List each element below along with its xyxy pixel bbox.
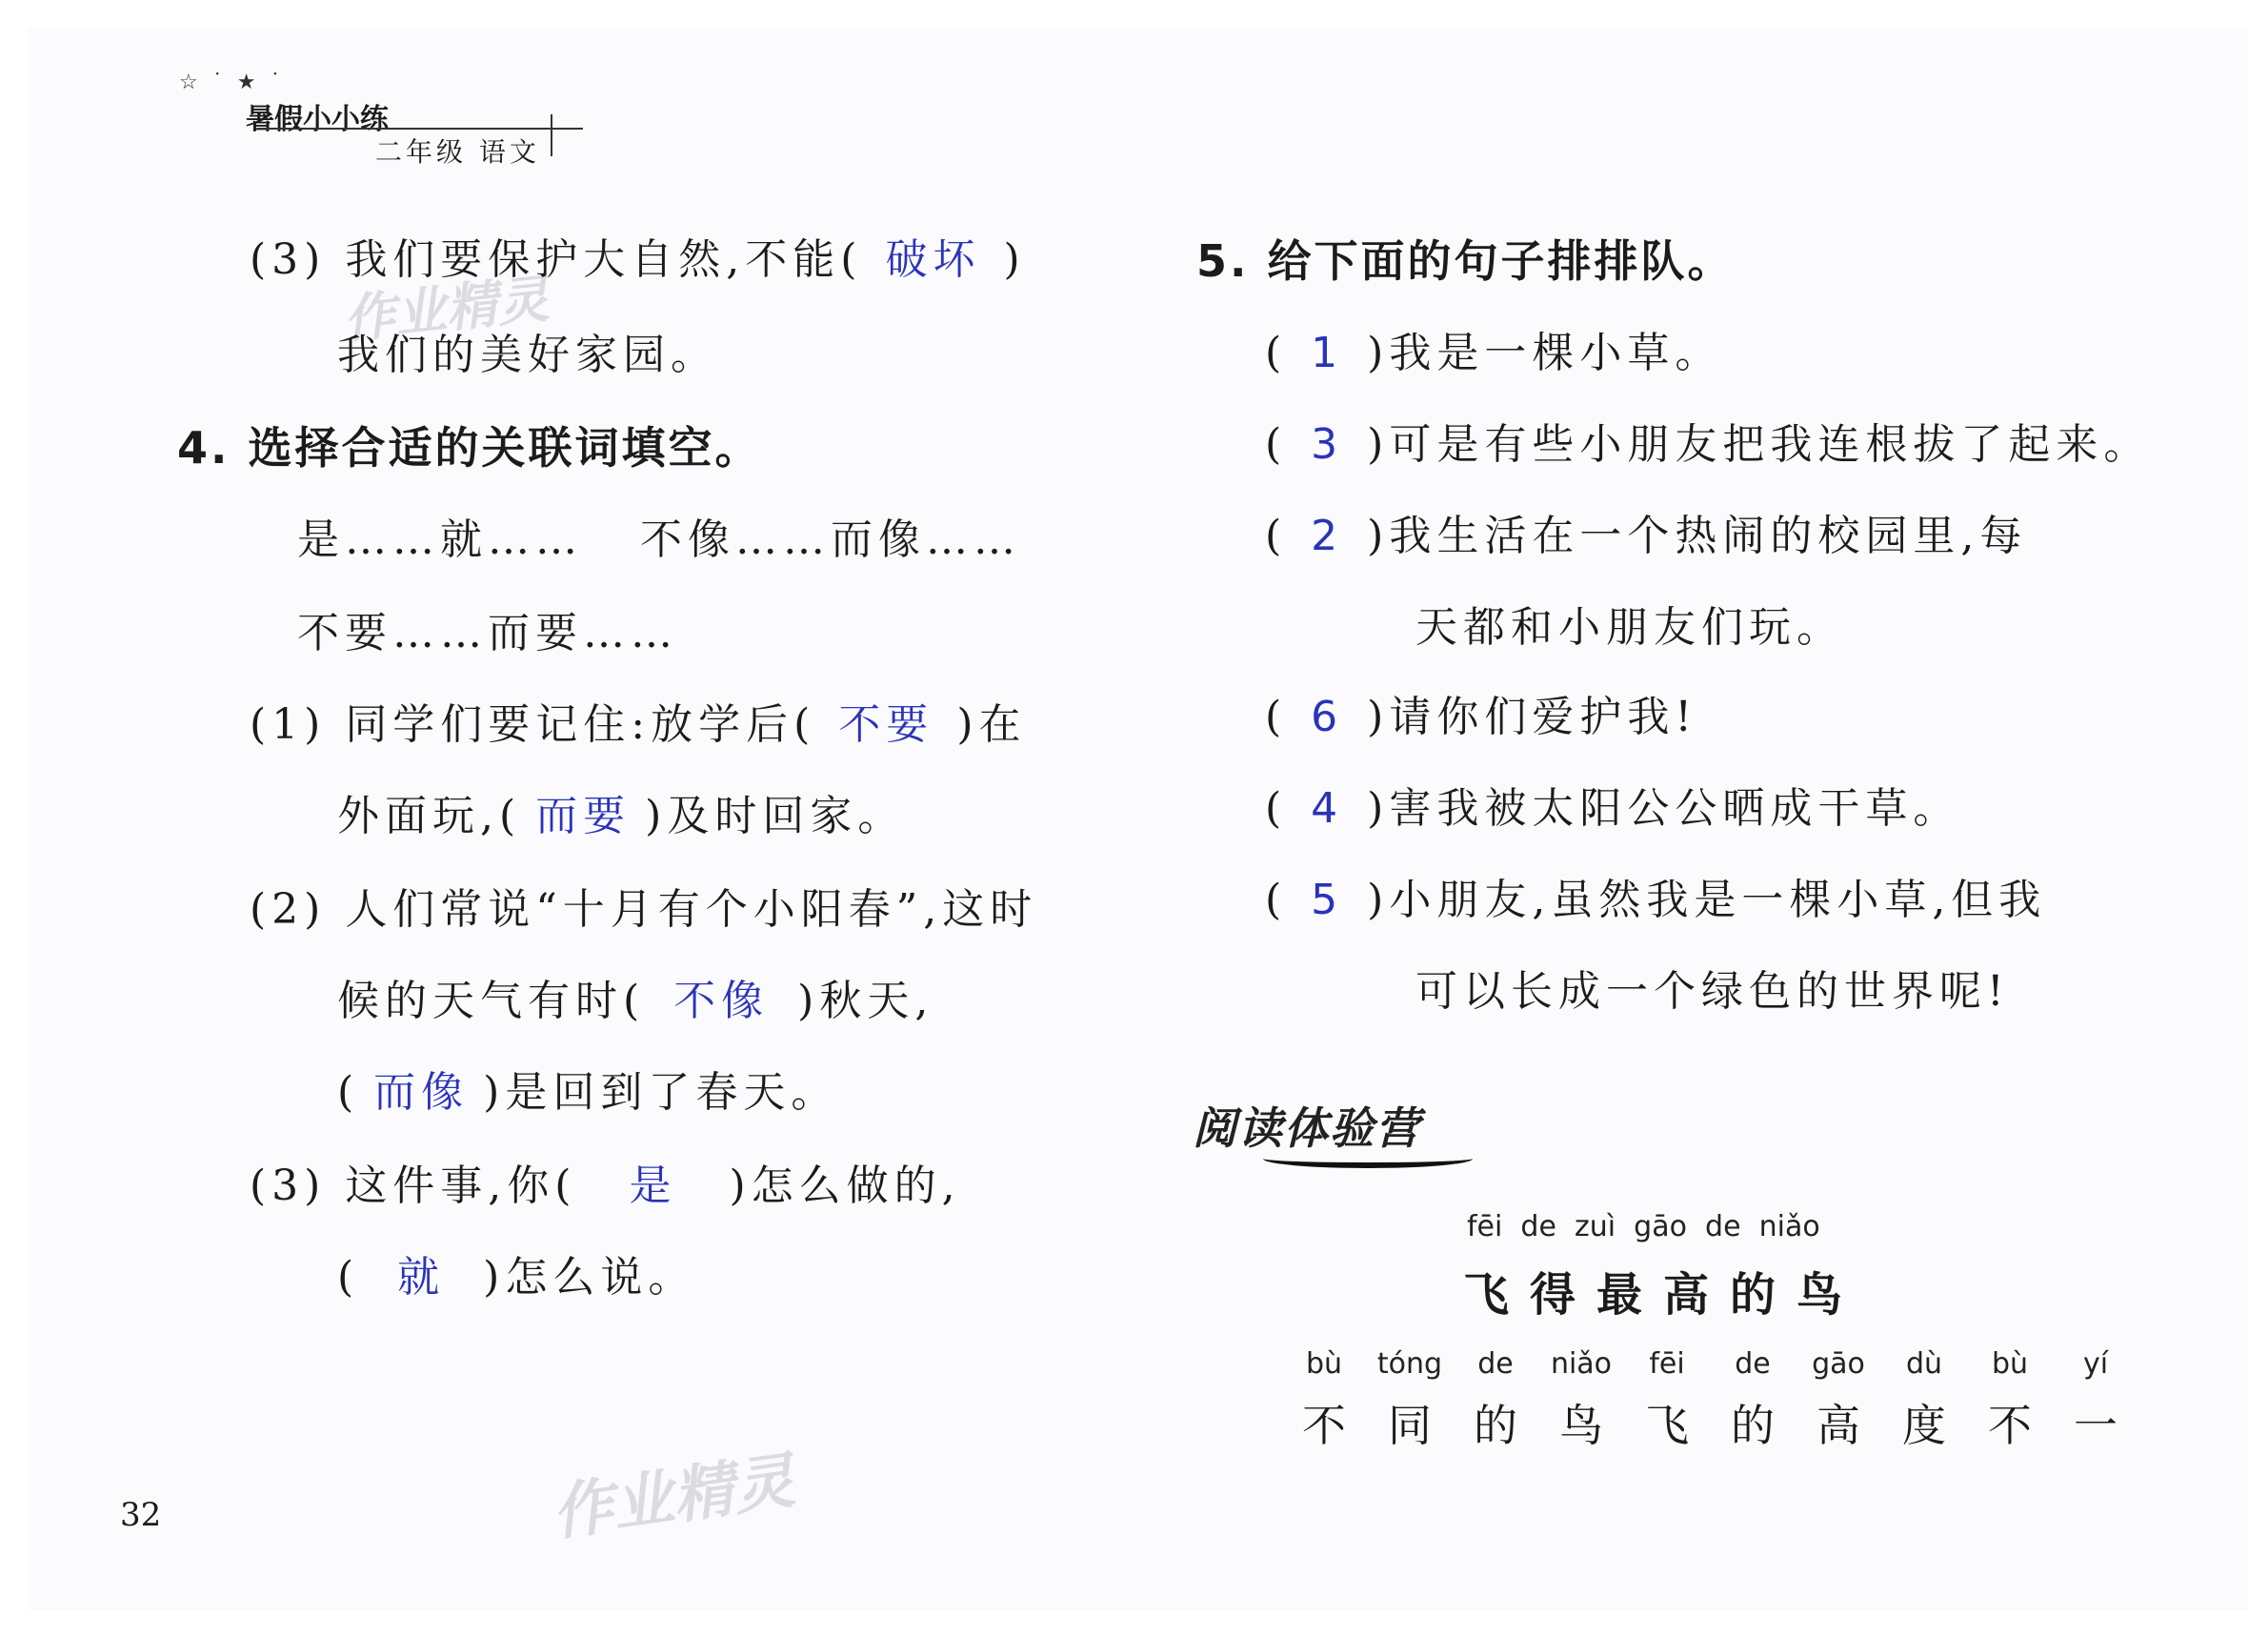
watermark-bottom: 作业精灵 <box>547 1445 799 1550</box>
reading-badge-label: 阅读体验营 <box>1193 1102 1421 1154</box>
q4-item2-line3: ( 而像 )是回到了春天。 <box>337 1058 838 1119</box>
reading-char: 不 <box>1988 1400 2032 1451</box>
char-pinyin: fēi <box>1649 1347 1685 1381</box>
reading-char: 度 <box>1902 1400 1946 1451</box>
reading-char: 不 <box>1302 1400 1346 1451</box>
header-rule-vertical <box>551 114 552 156</box>
badge-swoosh <box>1263 1149 1473 1168</box>
page-number: 32 <box>120 1496 162 1534</box>
title-pinyin: fēi de zuì gāo de niǎo <box>1467 1210 1820 1243</box>
reading-char: 的 <box>1731 1400 1775 1451</box>
answer-blank: 不要 <box>838 700 934 749</box>
q4-item1-line2: 外面玩,( 而要 )及时回家。 <box>337 781 905 842</box>
sentence-text: )我生活在一个热闹的校园里,每 <box>1367 512 2028 560</box>
open-paren: ( <box>1265 784 1288 833</box>
open-paren: ( <box>1265 693 1288 741</box>
q5-item <box>1265 774 1960 835</box>
workbook-page <box>29 29 2248 1610</box>
sentence-text: )可是有些小朋友把我连根拔了起来。 <box>1367 420 2152 469</box>
q4-item2-line2: 候的天气有时( 不像 )秋天, <box>337 966 933 1027</box>
q5-item-continuation: 可以长成一个绿色的世界呢! <box>1415 967 2010 1016</box>
q4-options-line2: 不要……而要…… <box>297 609 678 657</box>
reading-char: 飞 <box>1645 1400 1689 1451</box>
q3-line2: 我们的美好家园。 <box>337 331 718 379</box>
q5-item-continuation: 天都和小朋友们玩。 <box>1415 603 1844 652</box>
order-answer: 1 <box>1311 329 1344 377</box>
header-subtitle: 二年级 语文 <box>375 136 540 168</box>
sentence-text: )小朋友,虽然我是一棵小草,但我 <box>1367 876 2047 924</box>
q5-title: 5. 给下面的句子排排队。 <box>1196 235 1735 287</box>
q5-item <box>1265 318 1722 379</box>
q4-title: 4. 选择合适的关联词填空。 <box>177 422 762 474</box>
char-pinyin: de <box>1735 1347 1771 1381</box>
order-answer: 3 <box>1311 420 1344 469</box>
reading-char: 高 <box>1816 1400 1860 1451</box>
order-answer: 4 <box>1311 784 1344 833</box>
char-pinyin: dù <box>1905 1347 1943 1381</box>
q4-item2-line1: (2) 人们常说“十月有个小阳春”,这时 <box>250 885 1038 934</box>
q4-item1-line1: (1) 同学们要记住:放学后( 不要 )在 <box>250 690 1026 751</box>
answer-blank: 就 <box>397 1253 446 1302</box>
q5-item <box>1265 501 2027 562</box>
answer-blank: 而像 <box>373 1068 470 1117</box>
open-paren: ( <box>1265 876 1288 924</box>
reading-char: 一 <box>2074 1400 2117 1451</box>
sentence-text: )害我被太阳公公晒成干草。 <box>1367 784 1961 833</box>
char-pinyin: niǎo <box>1550 1347 1613 1381</box>
sentence-text: )请你们爱护我! <box>1367 693 1698 741</box>
q4-item3-line2: ( 就 )怎么说。 <box>337 1242 695 1303</box>
open-paren: ( <box>1265 329 1288 377</box>
header-rule <box>257 128 583 130</box>
q5-item <box>1265 682 1697 743</box>
header-title: 暑假小小练 <box>246 103 389 136</box>
open-paren: ( <box>1265 512 1288 560</box>
watermark: 作业精灵 <box>340 268 552 351</box>
answer-blank: 是 <box>629 1161 677 1210</box>
reading-badge <box>1193 1094 1421 1157</box>
answer-blank: 而要 <box>535 792 632 840</box>
reading-char: 鸟 <box>1559 1400 1603 1451</box>
order-answer: 5 <box>1311 876 1344 924</box>
q4-options-line1: 是……就…… 不像……而像…… <box>297 515 1021 564</box>
star-decoration-icon: ☆ ˙ ★ ˙ <box>179 71 285 94</box>
char-pinyin: tóng <box>1376 1347 1443 1381</box>
q5-item <box>1265 865 2046 926</box>
q5-item <box>1265 410 2151 471</box>
q4-item3-line1: (3) 这件事,你( 是 )怎么做的, <box>250 1151 961 1212</box>
sentence-text: )我是一棵小草。 <box>1367 329 1723 377</box>
char-pinyin: bù <box>1305 1347 1343 1381</box>
char-pinyin: yí <box>2082 1347 2109 1381</box>
order-answer: 6 <box>1311 693 1344 741</box>
order-answer: 2 <box>1311 512 1344 560</box>
char-pinyin: gāo <box>1812 1347 1865 1381</box>
answer-blank: 破坏 <box>885 235 981 284</box>
reading-char: 的 <box>1474 1400 1517 1451</box>
reading-char: 同 <box>1388 1400 1432 1451</box>
answer-blank: 不像 <box>673 977 770 1025</box>
char-pinyin: bù <box>1991 1347 2029 1381</box>
q3-line1: (3) 我们要保护大自然,不能( 破坏 ) <box>250 225 1026 286</box>
char-pinyin: de <box>1477 1347 1514 1381</box>
reading-title: 飞得最高的鸟 <box>1463 1268 1864 1322</box>
open-paren: ( <box>1265 420 1288 469</box>
